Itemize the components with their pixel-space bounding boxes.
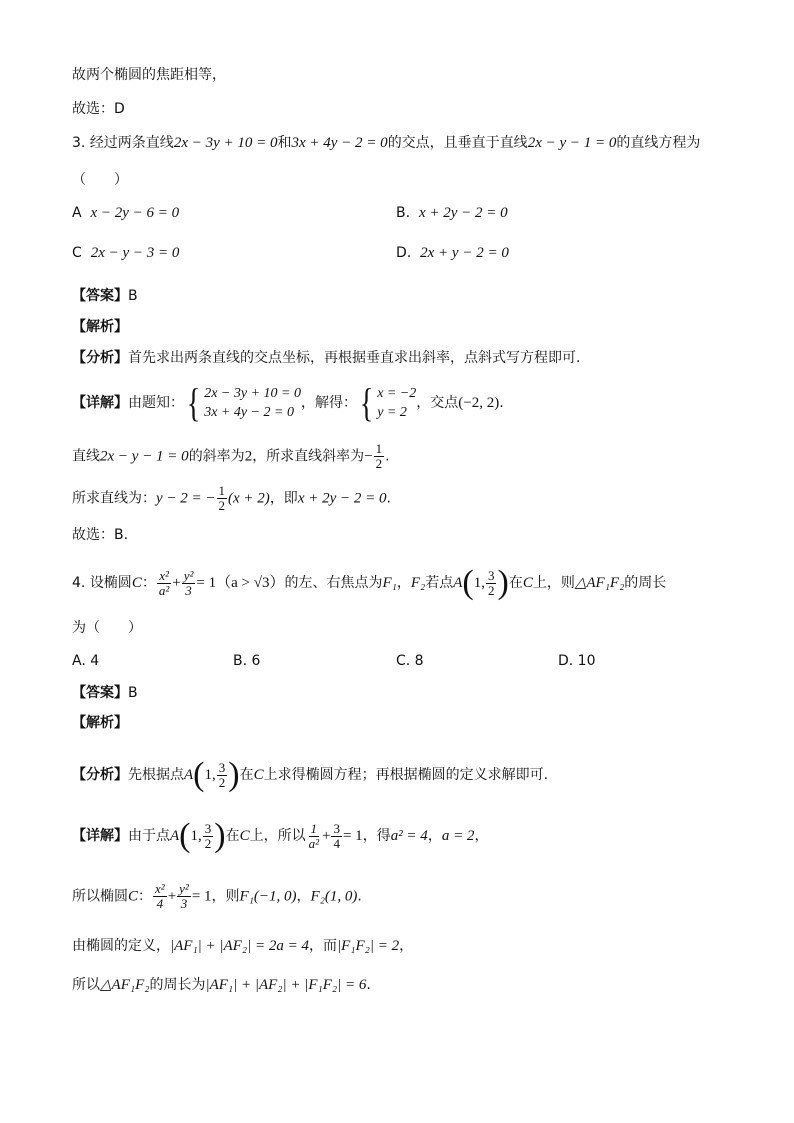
slope-line: 直线2x − y − 1 = 0的斜率为2，所求直线斜率为− $\frac{1}{2}$ .: [72, 441, 390, 471]
fenxi-text: 首先求出两条直线的交点坐标，再根据垂直求出斜率，点斜式写方程即可.: [128, 350, 581, 366]
xiangjie-line: 【详解】由于点A(1, $\frac{3}{2}$ )在C上，所以 $\frac{1}{\text{a²}}$ + $\frac{3}{4}$ = 1，得a² = 4，a = 2，: [72, 817, 489, 854]
option-c: C. 8: [396, 653, 424, 669]
fenxi-tag: 【分析】: [72, 767, 128, 783]
point-label: A: [184, 767, 194, 783]
option-text: 2x − y − 3 = 0: [90, 245, 180, 261]
question-number: 3.: [72, 135, 86, 151]
question-3-stem: [72, 133, 700, 153]
stem-text: 在: [508, 575, 523, 591]
point-label: A: [170, 828, 180, 844]
text: ：: [138, 888, 153, 905]
equation-part: (x + 2): [228, 490, 270, 507]
triangle: △AF₁F₂: [100, 977, 150, 993]
answer-tag: 【答案】: [72, 685, 128, 701]
fraction: $\frac{1}{\text{a²}}$: [308, 820, 319, 851]
brace-icon: {: [186, 380, 201, 425]
text: 由于点: [128, 828, 170, 844]
fraction: $\frac{\text{x²}}{\text{a²}}$: [158, 567, 170, 598]
option-b: [396, 203, 508, 223]
text: 在: [239, 767, 254, 783]
equation: |AF₁| + |AF₂| + |F₁F₂| = 6: [205, 977, 367, 993]
text: ，得: [362, 828, 391, 844]
option-a: A. 4: [72, 653, 100, 669]
text: 所求直线为：: [72, 490, 156, 507]
fraction: $\frac{\text{y²}}{3}$: [183, 567, 194, 598]
option-b: B. 6: [233, 653, 261, 669]
coord: 1,: [473, 575, 485, 591]
answer-line: [72, 683, 138, 703]
operator: +: [322, 828, 331, 844]
fraction: $\frac{3}{2}$: [487, 567, 495, 598]
option-label: C: [72, 245, 82, 261]
question-4-stem: 4. 设椭圆C： $\frac{\text{x²}}{\text{a²}}$ + $\frac{\text{y²}}{3}$ = 1（a > √3）的左、右焦点为F₁，F₂若点A(1, $\frac{3}{2}$ )在C上，则△AF₁F₂的周长: [72, 564, 667, 601]
text: .: [357, 888, 362, 905]
point: (−2, 2): [458, 395, 500, 411]
point-label: A: [453, 575, 463, 591]
focus-point: F₁(−1, 0): [239, 888, 297, 905]
equation-part: = 1: [342, 828, 363, 844]
text: 由椭圆的定义，: [72, 938, 170, 954]
system-row: 2x − 3y + 10 = 0: [204, 386, 301, 401]
option-c: [72, 243, 179, 263]
text: 在: [225, 828, 240, 844]
text: 上，所以: [249, 828, 306, 844]
text: 先根据点: [128, 767, 184, 783]
option-d: D. 10: [558, 653, 596, 669]
fenxi-line: [72, 348, 580, 368]
text: 上求得椭圆方程；再根据椭圆的定义求解即可.: [263, 767, 549, 783]
equation-part: y − 2 = −: [156, 490, 216, 507]
equation: |F₁F₂| = 2: [336, 938, 400, 954]
answer-value: B: [128, 288, 138, 304]
definition-line: [72, 936, 413, 956]
stem-text: 上，则: [532, 575, 575, 591]
equation: a² = 4: [390, 828, 428, 844]
variable: C: [253, 767, 264, 783]
fenxi-tag: 【分析】: [72, 350, 128, 366]
fraction: $\frac{\text{x²}}{4}$: [155, 881, 165, 911]
stem-text: 的直线方程为: [616, 135, 701, 151]
answer-blank: （ ）: [72, 172, 128, 188]
stem-text: 的周长: [624, 575, 667, 591]
fraction: $\frac{1}{2}$: [218, 483, 226, 513]
fraction: $\frac{3}{2}$: [218, 759, 226, 790]
value: 2: [244, 448, 253, 465]
choice-line: 故选：D: [72, 101, 125, 117]
stem-text: 经过两条直线: [89, 135, 174, 151]
text: ，: [427, 828, 442, 844]
variable: C: [522, 575, 533, 591]
text: ，所求直线斜率为: [252, 448, 365, 465]
stem-text: 和: [277, 135, 292, 151]
text: 所以椭圆: [72, 888, 128, 905]
sign: −: [364, 448, 373, 465]
text: .: [366, 977, 371, 993]
analysis-tag: 【解析】: [72, 319, 128, 335]
equation: 2x − y − 1 = 0: [100, 448, 189, 465]
line-equation: 所求直线为：y − 2 = − $\frac{1}{2}$ (x + 2)，即x + 2y − 2 = 0.: [72, 483, 391, 513]
text: ，: [474, 828, 489, 844]
focus-label: F₂: [410, 575, 426, 591]
focus-label: F₁: [382, 575, 397, 591]
question-4-stem-cont: 为（ ）: [72, 620, 142, 636]
analysis-tag: 【解析】: [72, 715, 128, 731]
option-text: 2x + y − 2 = 0: [420, 245, 509, 261]
option-label: A: [72, 205, 82, 221]
stem-text: 的交点，且垂直于直线: [387, 135, 528, 151]
text: ：: [141, 575, 156, 591]
system-row: x = −2: [377, 386, 417, 401]
option-text: x − 2y − 6 = 0: [90, 205, 180, 221]
text: ，而: [308, 938, 337, 954]
ellipse-equation-line: 所以椭圆C： $\frac{\text{x²}}{4}$ + $\frac{\text{y²}}{3}$ = 1，则F₁(−1, 0)，F₂(1, 0).: [72, 881, 362, 911]
coord: 1,: [204, 767, 216, 783]
stem-text: 设椭圆: [89, 575, 132, 591]
solution-system: [357, 380, 417, 425]
question-number: 4.: [72, 575, 86, 591]
coord: 1,: [190, 828, 202, 844]
equation-system: [184, 380, 301, 425]
equation: x + 2y − 2 = 0: [297, 490, 387, 507]
perimeter-line: [72, 975, 371, 995]
text: ，解得：: [300, 395, 357, 411]
text: 所以: [72, 977, 100, 993]
brace-icon: {: [359, 380, 374, 425]
text: 的斜率为: [188, 448, 245, 465]
text: ，: [296, 888, 311, 905]
text: 直线: [72, 448, 100, 465]
fraction: $\frac{\text{y²}}{3}$: [179, 881, 189, 911]
variable: C: [239, 828, 250, 844]
option-text: x + 2y − 2 = 0: [418, 205, 508, 221]
fraction: $\frac{3}{2}$: [204, 820, 212, 851]
answer-value: B: [128, 685, 138, 701]
text-line: 故两个椭圆的焦距相等，: [72, 67, 226, 83]
equation: a = 2: [441, 828, 475, 844]
focus-point: F₂(1, 0): [310, 888, 358, 905]
option-label: D.: [396, 245, 412, 261]
stem-text: 若点: [425, 575, 454, 591]
text: 的周长为: [149, 977, 206, 993]
system-row: 3x + 4y − 2 = 0: [204, 405, 294, 420]
answer-line: [72, 286, 138, 306]
answer-tag: 【答案】: [72, 288, 128, 304]
option-a: [72, 203, 179, 223]
equation: 3x + 4y − 2 = 0: [291, 135, 388, 151]
xiangjie-tag: 【详解】: [72, 828, 128, 844]
option-label: B.: [396, 205, 411, 221]
variable: C: [128, 888, 139, 905]
system-row: y = 2: [377, 405, 407, 420]
triangle: △AF₁F₂: [574, 575, 625, 591]
xiangjie-line: 【详解】由题知： { 2x − 3y + 10 = 0 3x + 4y − 2 = 0 ，解得： { x = −2 y = 2 ，交点(−2, 2).: [72, 380, 504, 425]
text: ，: [399, 938, 414, 954]
equation: |AF₁| + |AF₂| = 2a = 4: [170, 938, 309, 954]
text: ，交点: [416, 395, 459, 411]
choice-line: 故选：B.: [72, 527, 129, 543]
equation-part: = 1: [196, 575, 217, 591]
fenxi-line: 【分析】先根据点A(1, $\frac{3}{2}$ )在C上求得椭圆方程；再根据椭圆的定义求解即可.: [72, 756, 549, 793]
fraction: $\frac{3}{4}$: [333, 820, 340, 851]
option-d: [396, 243, 509, 263]
text: ，则: [211, 888, 240, 905]
xiangjie-tag: 【详解】: [72, 395, 128, 411]
text: ，即: [269, 490, 298, 507]
fraction: $\frac{1}{2}$: [375, 441, 383, 471]
variable: C: [131, 575, 142, 591]
equation-part: = 1: [191, 888, 212, 905]
text: 由题知：: [128, 395, 184, 411]
equation: 2x − y − 1 = 0: [527, 135, 617, 151]
condition: （a > √3）: [216, 575, 285, 591]
stem-text: 的左、右焦点为: [284, 575, 383, 591]
equation: 2x − 3y + 10 = 0: [173, 135, 278, 151]
